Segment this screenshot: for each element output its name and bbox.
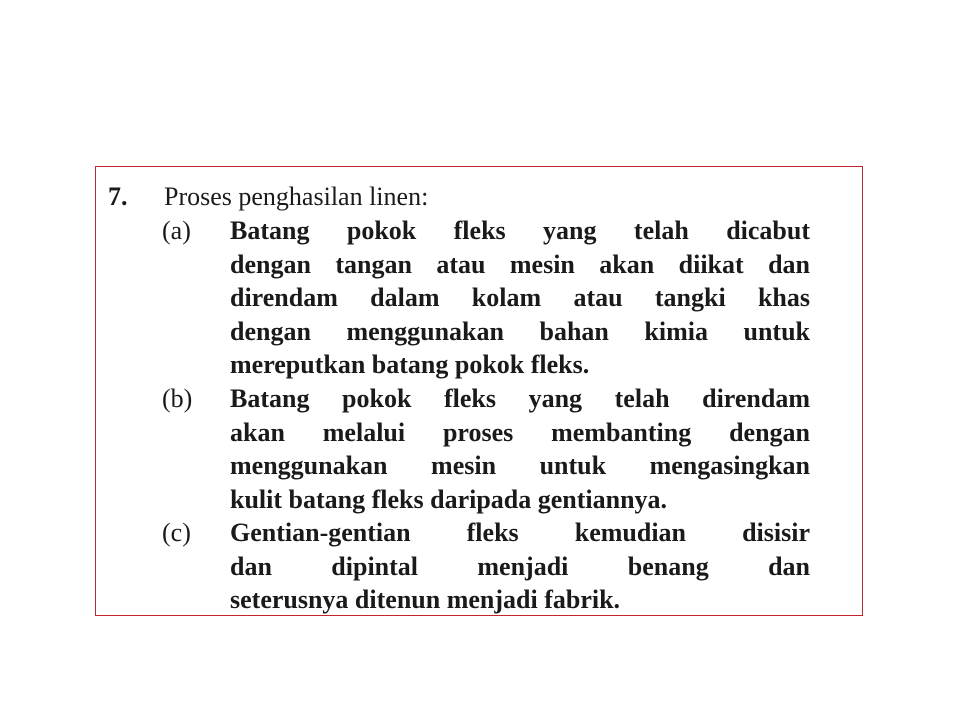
item-label: (c)	[162, 518, 191, 547]
text-line: dan dipintal menjadi benang dan	[230, 551, 810, 581]
text-line: dengan menggunakan bahan kimia untuk	[230, 316, 810, 346]
question-box	[95, 166, 863, 616]
text-line: Batang pokok fleks yang telah dicabut	[230, 216, 810, 245]
text-line: seterusnya ditenun menjadi fabrik.	[230, 585, 621, 615]
text-line: menggunakan mesin untuk mengasingkan	[230, 451, 810, 481]
question-number: 7.	[108, 182, 128, 211]
text-line: dengan tangan atau mesin akan diikat dan	[230, 249, 810, 279]
item-text	[230, 516, 810, 617]
text-line: Batang pokok fleks yang telah direndam	[230, 384, 810, 413]
item-text	[230, 382, 810, 516]
text-line: direndam dalam kolam atau tangki khas	[230, 283, 810, 313]
text-line: akan melalui proses membanting dengan	[230, 417, 810, 447]
item-label: (b)	[162, 384, 193, 413]
text-line: kulit batang fleks daripada gentiannya.	[230, 484, 668, 514]
text-line: mereputkan batang pokok fleks.	[230, 350, 590, 380]
text-line: Gentian-gentian fleks kemudian disisir	[230, 518, 810, 547]
item-text	[230, 214, 810, 382]
question-title: Proses penghasilan linen:	[164, 182, 429, 211]
item-label: (a)	[162, 216, 191, 245]
